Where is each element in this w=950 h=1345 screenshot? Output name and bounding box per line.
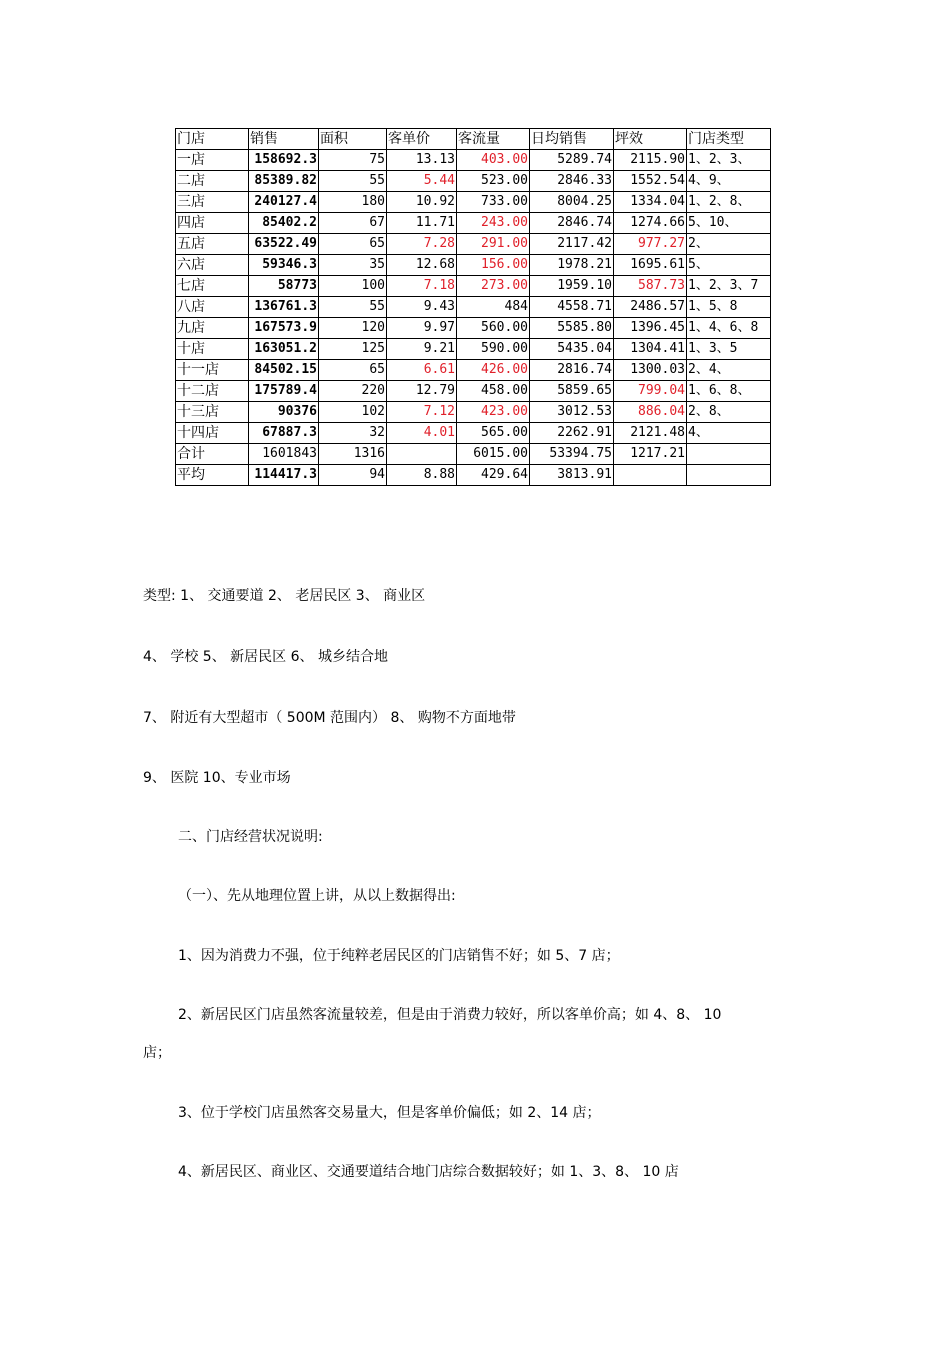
table-cell: 7.12	[387, 402, 457, 423]
table-cell: 十店	[176, 339, 249, 360]
table-cell: 102	[319, 402, 387, 423]
table-cell: 136761.3	[249, 297, 319, 318]
table-cell: 1、2、3、	[687, 150, 771, 171]
table-cell: 13.13	[387, 150, 457, 171]
column-header: 客单价	[387, 129, 457, 150]
table-cell	[687, 465, 771, 486]
table-cell: 85402.2	[249, 213, 319, 234]
store-data-table	[175, 128, 771, 486]
table-cell: 59346.3	[249, 255, 319, 276]
column-header: 日均销售	[530, 129, 614, 150]
table-cell: 四店	[176, 213, 249, 234]
table-cell: 1959.10	[530, 276, 614, 297]
table-cell: 3813.91	[530, 465, 614, 486]
finding-2: 2、新居民区门店虽然客流量较差，但是由于消费力较好，所以客单价高；如 4、8、 10	[178, 1007, 722, 1023]
table-cell	[387, 444, 457, 465]
table-cell: 55	[319, 297, 387, 318]
table-row	[176, 402, 771, 423]
table-cell: 1601843	[249, 444, 319, 465]
table-cell: 733.00	[457, 192, 530, 213]
table-cell: 平均	[176, 465, 249, 486]
table-cell: 12.68	[387, 255, 457, 276]
table-cell: 2262.91	[530, 423, 614, 444]
table-cell: 6.61	[387, 360, 457, 381]
table-cell: 65	[319, 360, 387, 381]
table-cell: 565.00	[457, 423, 530, 444]
table-cell: 1334.04	[614, 192, 687, 213]
table-cell: 243.00	[457, 213, 530, 234]
type-legend-line-3: 7、 附近有大型超市（ 500M 范围内） 8、 购物不方面地带	[143, 710, 516, 726]
table-cell: 240127.4	[249, 192, 319, 213]
table-cell: 合计	[176, 444, 249, 465]
table-cell: 523.00	[457, 171, 530, 192]
table-cell: 11.71	[387, 213, 457, 234]
table-cell: 1、2、8、	[687, 192, 771, 213]
table-header-row	[176, 129, 771, 150]
table-cell: 十一店	[176, 360, 249, 381]
table-cell: 560.00	[457, 318, 530, 339]
table-cell: 七店	[176, 276, 249, 297]
table-cell: 58773	[249, 276, 319, 297]
table-cell: 六店	[176, 255, 249, 276]
table-cell: 5585.80	[530, 318, 614, 339]
table-cell: 2、4、	[687, 360, 771, 381]
table-cell: 12.79	[387, 381, 457, 402]
table-cell: 4、	[687, 423, 771, 444]
table-cell: 423.00	[457, 402, 530, 423]
table-cell: 十二店	[176, 381, 249, 402]
table-cell: 120	[319, 318, 387, 339]
table-cell: 63522.49	[249, 234, 319, 255]
table-cell: 32	[319, 423, 387, 444]
table-cell: 5859.65	[530, 381, 614, 402]
table-cell: 426.00	[457, 360, 530, 381]
table-row	[176, 381, 771, 402]
table-cell: 4558.71	[530, 297, 614, 318]
table-cell: 90376	[249, 402, 319, 423]
table-cell	[687, 444, 771, 465]
table-cell: 九店	[176, 318, 249, 339]
table-cell: 484	[457, 297, 530, 318]
table-cell: 9.97	[387, 318, 457, 339]
table-cell: 590.00	[457, 339, 530, 360]
table-cell: 114417.3	[249, 465, 319, 486]
table-row	[176, 150, 771, 171]
table-cell: 2、8、	[687, 402, 771, 423]
table-cell: 7.18	[387, 276, 457, 297]
column-header: 门店	[176, 129, 249, 150]
table-cell: 84502.15	[249, 360, 319, 381]
table-row	[176, 297, 771, 318]
table-cell: 1316	[319, 444, 387, 465]
table-cell: 五店	[176, 234, 249, 255]
table-row	[176, 318, 771, 339]
table-cell: 2816.74	[530, 360, 614, 381]
table-cell: 4.01	[387, 423, 457, 444]
table-cell: 67887.3	[249, 423, 319, 444]
table-cell: 403.00	[457, 150, 530, 171]
table-cell: 5.44	[387, 171, 457, 192]
table-cell: 5、	[687, 255, 771, 276]
table-cell: 458.00	[457, 381, 530, 402]
table-cell: 65	[319, 234, 387, 255]
table-cell: 220	[319, 381, 387, 402]
table-cell: 158692.3	[249, 150, 319, 171]
table-cell: 1、6、8、	[687, 381, 771, 402]
table-cell: 94	[319, 465, 387, 486]
table-cell: 180	[319, 192, 387, 213]
type-legend-line-2: 4、 学校 5、 新居民区 6、 城乡结合地	[143, 649, 388, 665]
section-heading: 二、门店经营状况说明:	[178, 829, 323, 845]
table-row	[176, 339, 771, 360]
table-row	[176, 192, 771, 213]
type-legend-line-1: 类型: 1、 交通要道 2、 老居民区 3、 商业区	[143, 588, 426, 604]
table-cell: 163051.2	[249, 339, 319, 360]
table-row	[176, 444, 771, 465]
table-cell: 587.73	[614, 276, 687, 297]
table-cell: 100	[319, 276, 387, 297]
table-row	[176, 465, 771, 486]
table-row	[176, 255, 771, 276]
table-cell: 55	[319, 171, 387, 192]
table-cell: 291.00	[457, 234, 530, 255]
finding-4: 4、新居民区、商业区、交通要道结合地门店综合数据较好；如 1、3、8、 10 店	[178, 1164, 679, 1180]
table-cell: 1、5、8	[687, 297, 771, 318]
column-header: 坪效	[614, 129, 687, 150]
table-cell: 1300.03	[614, 360, 687, 381]
table-row	[176, 276, 771, 297]
table-cell: 156.00	[457, 255, 530, 276]
table-cell: 53394.75	[530, 444, 614, 465]
table-cell: 1、4、6、8	[687, 318, 771, 339]
type-legend-line-4: 9、 医院 10、专业市场	[143, 770, 291, 786]
subsection-heading: （一）、先从地理位置上讲，从以上数据得出:	[178, 888, 456, 904]
table-cell: 2486.57	[614, 297, 687, 318]
table-cell: 2117.42	[530, 234, 614, 255]
table-row	[176, 360, 771, 381]
table-cell: 8004.25	[530, 192, 614, 213]
table-cell: 1、2、3、7	[687, 276, 771, 297]
table-cell: 67	[319, 213, 387, 234]
table-cell: 35	[319, 255, 387, 276]
table-cell: 2121.48	[614, 423, 687, 444]
table-cell: 429.64	[457, 465, 530, 486]
table-cell: 2115.90	[614, 150, 687, 171]
table-cell: 1、3、5	[687, 339, 771, 360]
table-cell: 2846.74	[530, 213, 614, 234]
table-cell: 85389.82	[249, 171, 319, 192]
table-cell: 9.21	[387, 339, 457, 360]
finding-3: 3、位于学校门店虽然客交易量大，但是客单价偏低；如 2、14 店；	[178, 1105, 601, 1121]
table-cell: 二店	[176, 171, 249, 192]
table-cell: 75	[319, 150, 387, 171]
column-header: 客流量	[457, 129, 530, 150]
table-cell: 1304.41	[614, 339, 687, 360]
table-cell: 1695.61	[614, 255, 687, 276]
table-cell: 十四店	[176, 423, 249, 444]
table-cell: 1217.21	[614, 444, 687, 465]
table-cell: 175789.4	[249, 381, 319, 402]
table-cell: 3012.53	[530, 402, 614, 423]
table-row	[176, 423, 771, 444]
table-cell: 1396.45	[614, 318, 687, 339]
table-cell: 1552.54	[614, 171, 687, 192]
table-cell: 977.27	[614, 234, 687, 255]
table-cell: 1978.21	[530, 255, 614, 276]
table-cell	[614, 465, 687, 486]
table-cell: 一店	[176, 150, 249, 171]
table-cell: 167573.9	[249, 318, 319, 339]
column-header: 门店类型	[687, 129, 771, 150]
finding-1: 1、因为消费力不强，位于纯粹老居民区的门店销售不好；如 5、7 店；	[178, 948, 620, 964]
table-row	[176, 171, 771, 192]
table-cell: 2846.33	[530, 171, 614, 192]
table-cell: 9.43	[387, 297, 457, 318]
finding-2-continued: 店；	[143, 1045, 171, 1061]
table-cell: 4、9、	[687, 171, 771, 192]
table-cell: 5435.04	[530, 339, 614, 360]
table-cell: 125	[319, 339, 387, 360]
table-cell: 10.92	[387, 192, 457, 213]
table-cell: 5289.74	[530, 150, 614, 171]
table-cell: 三店	[176, 192, 249, 213]
table-cell: 8.88	[387, 465, 457, 486]
column-header: 销售	[249, 129, 319, 150]
table-cell: 1274.66	[614, 213, 687, 234]
table-row	[176, 234, 771, 255]
table-row	[176, 213, 771, 234]
table-cell: 十三店	[176, 402, 249, 423]
table-cell: 6015.00	[457, 444, 530, 465]
table-cell: 273.00	[457, 276, 530, 297]
table-cell: 886.04	[614, 402, 687, 423]
table-cell: 八店	[176, 297, 249, 318]
column-header: 面积	[319, 129, 387, 150]
table-cell: 7.28	[387, 234, 457, 255]
table-cell: 5、10、	[687, 213, 771, 234]
table-cell: 2、	[687, 234, 771, 255]
table-cell: 799.04	[614, 381, 687, 402]
